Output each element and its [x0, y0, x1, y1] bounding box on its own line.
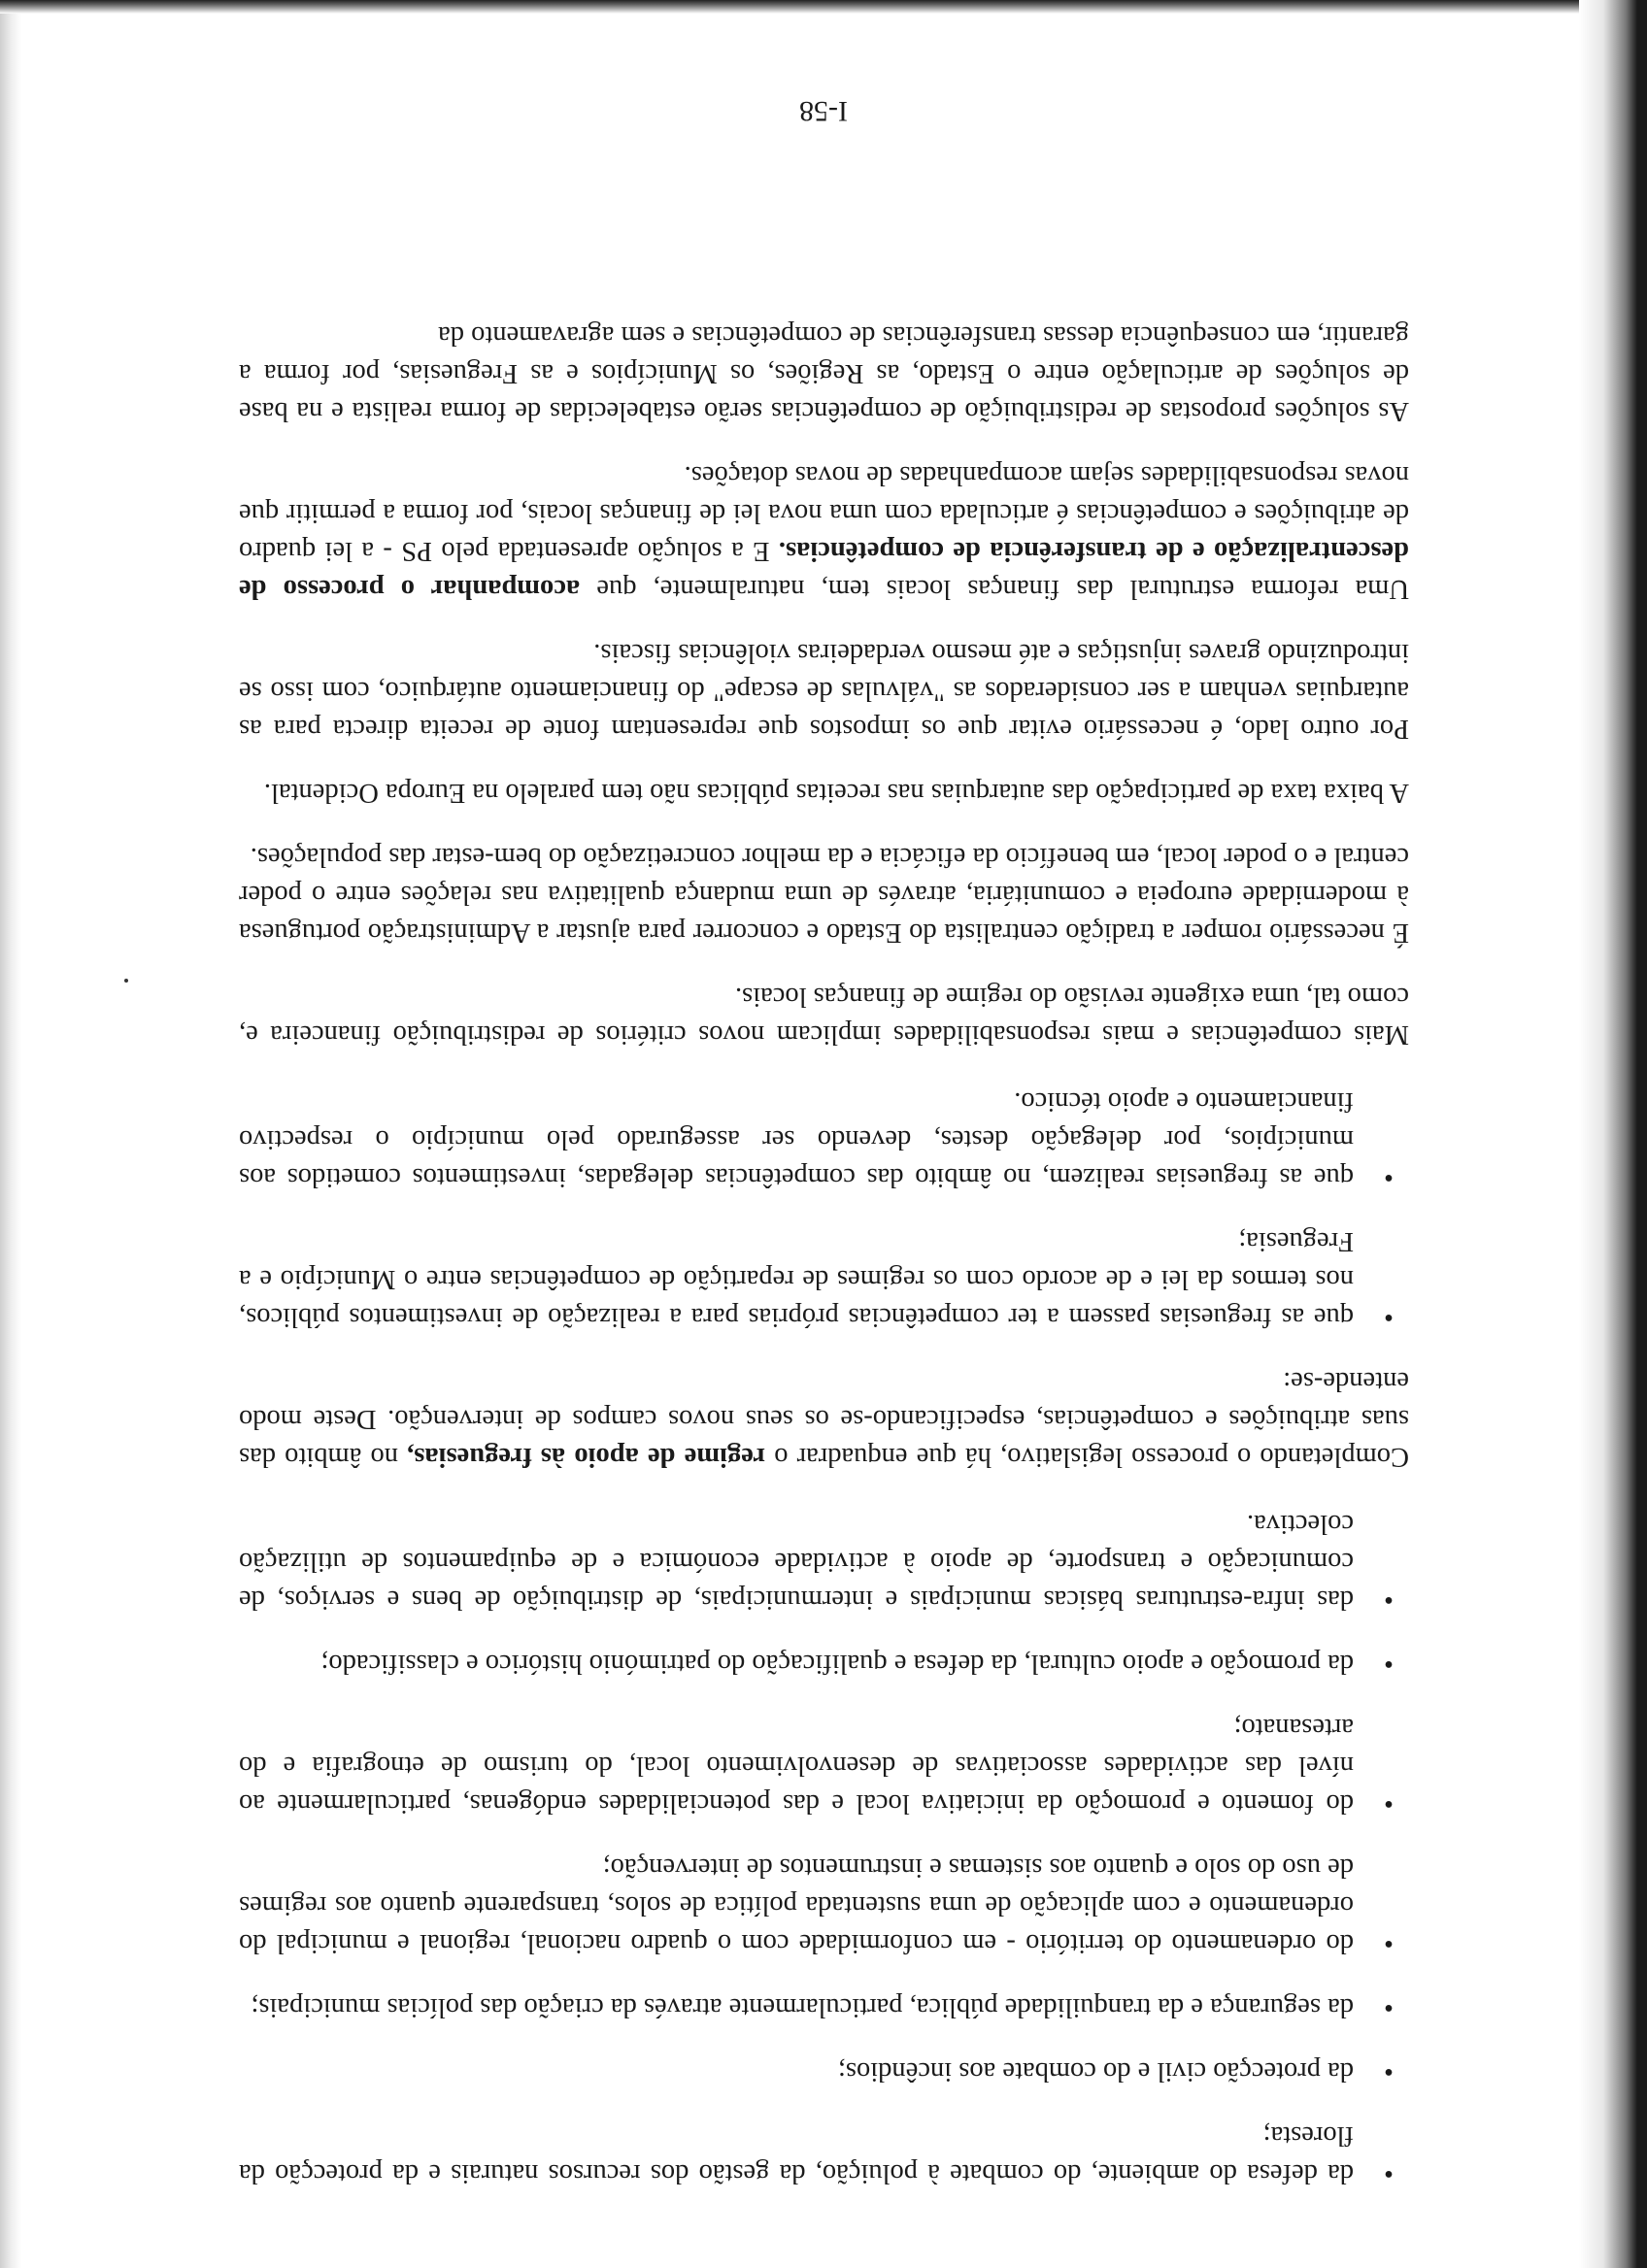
paragraph: É necessário romper a tradição centralista do Estado e concorrer para ajustar a Administração portuguesa à modernidade europeia e comunitária, através de uma mudança qualitativa nas relações entre o poder central e o poder local, em benefício da eficácia e da melhor concretização do bem-estar das populações. [239, 842, 1409, 948]
list-item: • que as freguesias realizem, no âmbito das competências delegadas, investimentos cometidos aos municípios, por delegação destes, devendo ser assegurado pelo município o respectivo financiamento e apoio técnico. [239, 1083, 1409, 1196]
list-item: • da defesa do ambiente, do combate à poluição, da gestão dos recursos naturais e da protecção da floresta; [239, 2117, 1409, 2192]
bullet-icon: • [1384, 2056, 1394, 2086]
bullet-icon: • [1384, 1302, 1394, 1332]
list-item: • que as freguesias passem a ter competências próprias para a realização de investimentos públicos, nos termos da lei e de acordo com os regimes de repartição de competências entre o Município e a Freguesia; [239, 1222, 1409, 1336]
bullet-icon: • [1384, 1584, 1394, 1615]
freguesias-list [239, 1083, 1409, 1336]
bullet-icon: • [1384, 1788, 1394, 1818]
competences-list [239, 1505, 1409, 2192]
paragraph: Por outro lado, é necessário evitar que os impostos que representam fonte de receita directa para as autarquias venham a ser considerados as "válvulas de escape" do financiamento autárquico, com isso se introduzindo graves injustiças e até mesmo verdadeiras violências fiscais. [239, 638, 1409, 744]
page-number: I-58 [799, 95, 848, 127]
bullet-icon: • [1384, 2158, 1394, 2188]
bullet-icon: • [1384, 1162, 1394, 1192]
list-item: • da segurança e da tranquilidade pública, particularmente através da criação das polícias municipais; [239, 1988, 1409, 2026]
list-item: • das infra-estruturas básicas municipais e intermunicipais, de distribuição de bens e serviços, de comunicação e transporte, de apoio à actividade económica e de equipamentos de utilização colectiva. [239, 1505, 1409, 1618]
paragraph-reforma: Uma reforma estrutural das finanças locais tem, naturalmente, que acompanhar o processo de descentralização e de transferência de competências. E a solução apresentada pelo PS - a lei quadro de atribuições e competências é articulada com uma nova lei de finanças locais, por forma a permitir que novas responsabilidades sejam acompanhadas de novas dotações. [238, 460, 1409, 604]
paragraph: Mais competências e mais responsabilidades implicam novos critérios de redistribuição financeira e, como tal, uma exigente revisão do regime de finanças locais. [239, 982, 1409, 1050]
bold-phrase: acompanhar o processo de descentralização e de transferência de competências. [238, 536, 1409, 604]
page-body [239, 290, 1409, 2192]
list-item: • do ordenamento do território - em conformidade com o quadro nacional, regional e municipal do ordenamento e com aplicação de uma sustentada política de solos, transparente quanto aos regimes de uso do solo e quanto aos sistemas e instrumentos de intervenção; [239, 1849, 1409, 1962]
scan-speck [124, 979, 128, 983]
paragraph-final: As soluções propostas de redistribuição de competências serão estabelecidas de forma realista e na base de soluções de articulação entre o Estado, as Regiões, os Municípios e as Freguesias, por forma a garantir, em consequência dessas transferências de competências e sem agravamento da [239, 320, 1409, 426]
list-item: • da promoção e apoio cultural, da defesa e qualificação do património histórico e classificado; [239, 1645, 1409, 1683]
list-item: • da protecção civil e do combate aos incêndios; [239, 2052, 1409, 2090]
bullet-icon: • [1384, 1928, 1394, 1958]
bullet-icon: • [1384, 1992, 1394, 2022]
list-item: • do fomento e promoção da iniciativa local e das potencialidades endógenas, particularmente ao nível das actividades associativas de desenvolvimento local, do turismo de etnografia e do artesanato; [239, 1709, 1409, 1822]
bold-phrase: regime de apoio às freguesias, [407, 1442, 766, 1472]
paragraph-freguesias: Completando o processo legislativo, há que enquadrar o regime de apoio às freguesias, no âmbito das suas atribuições e competências, especificando-se os seus novos campos de intervenção. Deste modo entende-se: [239, 1366, 1409, 1472]
paragraph: A baixa taxa de participação das autarquias nas receitas públicas não tem paralelo na Europa Ocidental. [263, 778, 1409, 808]
bullet-icon: • [1384, 1649, 1394, 1679]
